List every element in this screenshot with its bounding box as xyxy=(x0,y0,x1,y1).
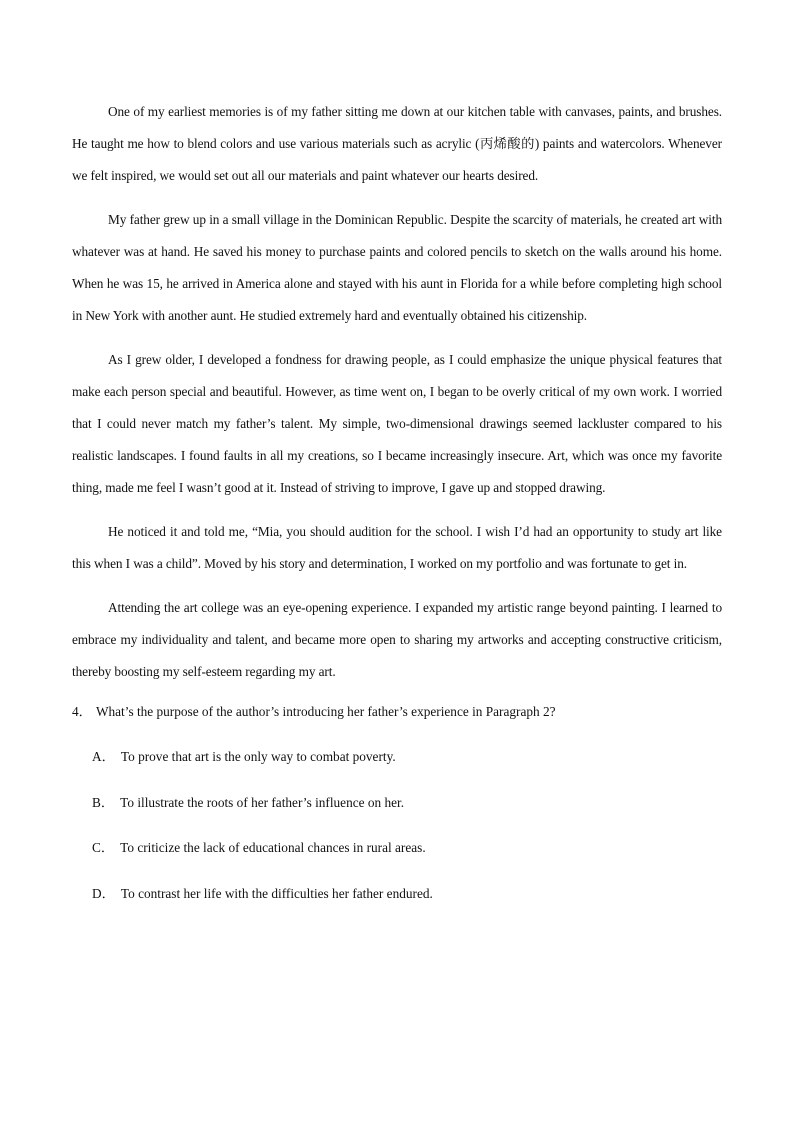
option-b-letter: B． xyxy=(92,794,115,810)
option-d[interactable] xyxy=(92,882,722,906)
question-stem xyxy=(72,700,722,724)
question-text: What’s the purpose of the author’s introducing her father’s experience in Paragraph 2? xyxy=(95,704,556,719)
question-block xyxy=(72,700,722,906)
option-a-text: To prove that art is the only way to combat poverty. xyxy=(120,749,396,764)
question-number: 4． xyxy=(72,704,92,719)
option-c[interactable] xyxy=(92,836,722,860)
passage-paragraph-3: As I grew older, I developed a fondness for drawing people, as I could emphasize the unique physical features that make each person special and beautiful. However, as time went on, I began to be overly critical of my own work. I worried that I could never match my father’s talent. My simple, two-dimensional drawings seemed lackluster compared to his realistic landscapes. I found faults in all my creations, so I became increasingly insecure. Art, which was once my favorite thing, made me feel I wasn’t good at it. Instead of striving to improve, I gave up and stopped drawing. xyxy=(72,352,722,495)
option-c-text: To criticize the lack of educational chances in rural areas. xyxy=(120,840,426,855)
option-a-letter: A． xyxy=(92,749,115,764)
option-a[interactable] xyxy=(92,745,722,769)
passage-paragraph-4: He noticed it and told me, “Mia, you should audition for the school. I wish I’d had an opportunity to study art like this when I was a child”. Moved by his story and determination, I worked on my portfolio and was fortunate to get in. xyxy=(72,524,722,571)
option-c-letter: C． xyxy=(92,840,115,855)
option-d-letter: D． xyxy=(92,885,115,901)
passage-paragraph-1: One of my earliest memories is of my father sitting me down at our kitchen table with canvases, paints, and brushes. He taught me how to blend colors and use various materials such as acrylic (丙烯酸的) paints and watercolors. Whenever we felt inspired, we would set out all our materials and paint whatever our hearts desired. xyxy=(72,104,722,183)
document-page xyxy=(72,96,722,927)
reading-passage xyxy=(72,96,722,688)
passage-paragraph-2: My father grew up in a small village in the Dominican Republic. Despite the scarcity of materials, he created art with whatever was at hand. He saved his money to purchase paints and colored pencils to sketch on the walls around his home. When he was 15, he arrived in America alone and stayed with his aunt in Florida for a while before completing high school in New York with another aunt. He studied extremely hard and eventually obtained his citizenship. xyxy=(72,212,722,323)
passage-paragraph-5: Attending the art college was an eye-opening experience. I expanded my artistic range beyond painting. I learned to embrace my individuality and talent, and became more open to sharing my artworks and accepting constructive criticism, thereby boosting my self-esteem regarding my art. xyxy=(72,600,722,679)
option-b[interactable] xyxy=(92,791,722,815)
option-b-text: To illustrate the roots of her father’s influence on her. xyxy=(120,794,405,810)
option-d-text: To contrast her life with the difficulties her father endured. xyxy=(120,885,433,901)
